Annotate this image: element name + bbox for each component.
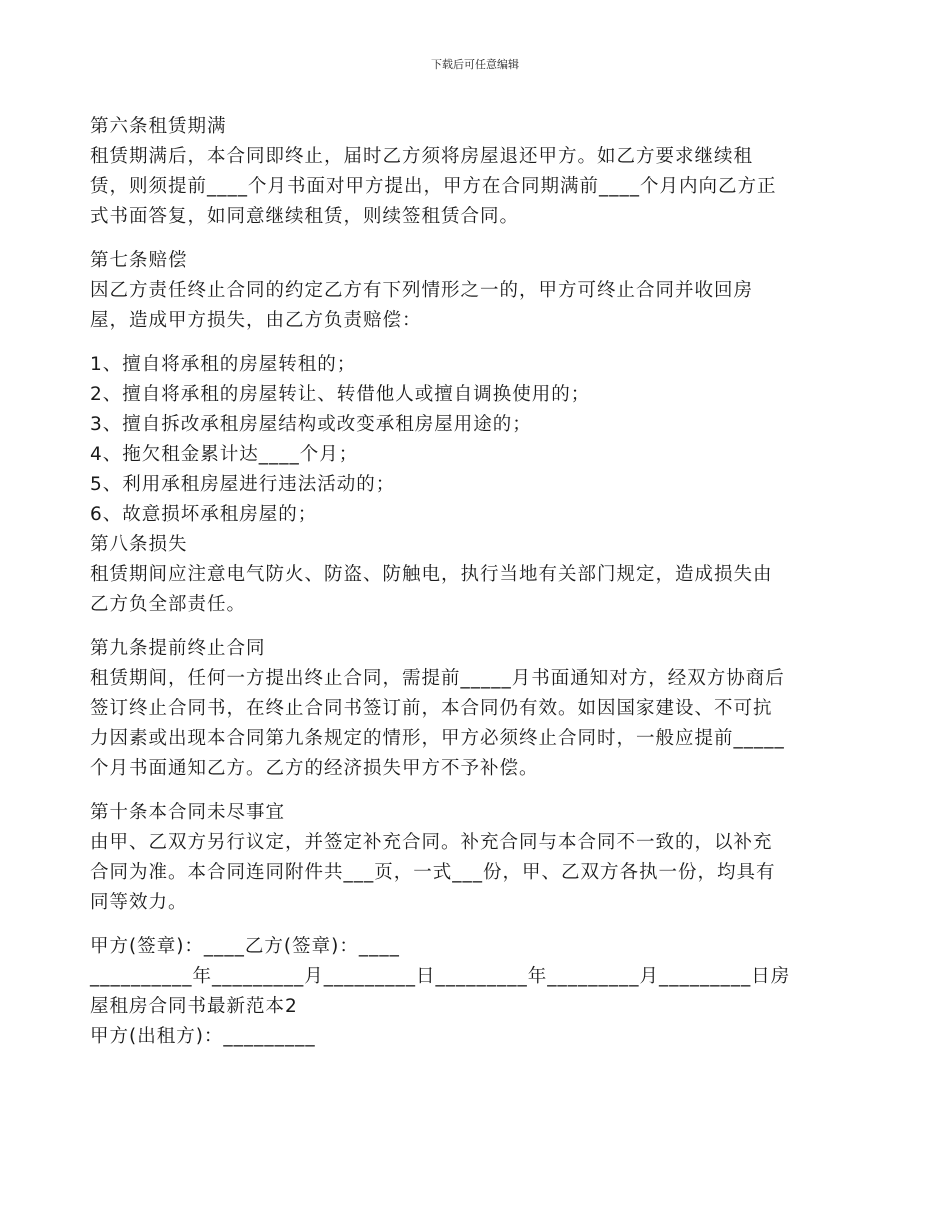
- date-line: __________年_________月_________日_________年_________月_________日房: [90, 966, 791, 987]
- signature-line: 甲方(签章)：____乙方(签章)：____: [90, 936, 400, 957]
- article-7-title: 第七条赔偿: [90, 250, 188, 271]
- article-10-line: 合同为准。本合同连同附件共___页，一式___份，甲、乙双方各执一份，均具有: [90, 862, 776, 883]
- document-body: [90, 112, 860, 1052]
- article-8-line: 租赁期间应注意电气防火、防盗、防触电，执行当地有关部门规定，造成损失由: [90, 564, 773, 585]
- page-header: 下载后可任意编辑: [431, 58, 519, 71]
- article-10-line: 由甲、乙双方另行议定，并签定补充合同。补充合同与本合同不一致的，以补充: [90, 832, 773, 853]
- article-8-line: 乙方负全部责任。: [90, 594, 247, 615]
- article-9-line: 力因素或出现本合同第九条规定的情形，甲方必须终止合同时，一般应提前_____: [90, 728, 785, 749]
- article-6-title: 第六条租赁期满: [90, 116, 227, 137]
- article-7-item: 2、擅自将承租的房屋转让、转借他人或擅自调换使用的；: [90, 384, 591, 405]
- article-9-line: 签订终止合同书，在终止合同书签订前，本合同仍有效。如因国家建设、不可抗: [90, 698, 773, 719]
- article-7-item: 6、故意损坏承租房屋的；: [90, 504, 318, 525]
- article-9-title: 第九条提前终止合同: [90, 638, 266, 659]
- article-7-item: 3、擅自拆改承租房屋结构或改变承租房屋用途的；: [90, 414, 532, 435]
- article-9-line: 个月书面通知乙方。乙方的经济损失甲方不予补偿。: [90, 758, 539, 779]
- article-7-item: 4、拖欠租金累计达____个月；: [90, 444, 359, 465]
- article-8-title: 第八条损失: [90, 534, 188, 555]
- next-contract-title: 屋租房合同书最新范本2: [90, 996, 298, 1017]
- article-10-line: 同等效力。: [90, 892, 188, 913]
- article-6-line: 式书面答复，如同意继续租赁，则续签租赁合同。: [90, 206, 520, 227]
- article-7-line: 因乙方责任终止合同的约定乙方有下列情形之一的，甲方可终止合同并收回房: [90, 280, 754, 301]
- lessor-line: 甲方(出租方)：_________: [90, 1026, 316, 1047]
- article-7-line: 屋，造成甲方损失，由乙方负责赔偿：: [90, 310, 422, 331]
- article-6-line: 租赁期满后，本合同即终止，届时乙方须将房屋退还甲方。如乙方要求继续租: [90, 146, 754, 167]
- article-7-item: 1、擅自将承租的房屋转租的；: [90, 354, 357, 375]
- article-9-line: 租赁期间，任何一方提出终止合同，需提前_____月书面通知对方，经双方协商后: [90, 668, 785, 689]
- article-10-title: 第十条本合同未尽事宜: [90, 802, 286, 823]
- article-6-line: 赁，则须提前____个月书面对甲方提出，甲方在合同期满前____个月内向乙方正: [90, 176, 777, 197]
- article-7-item: 5、利用承租房屋进行违法活动的；: [90, 474, 396, 495]
